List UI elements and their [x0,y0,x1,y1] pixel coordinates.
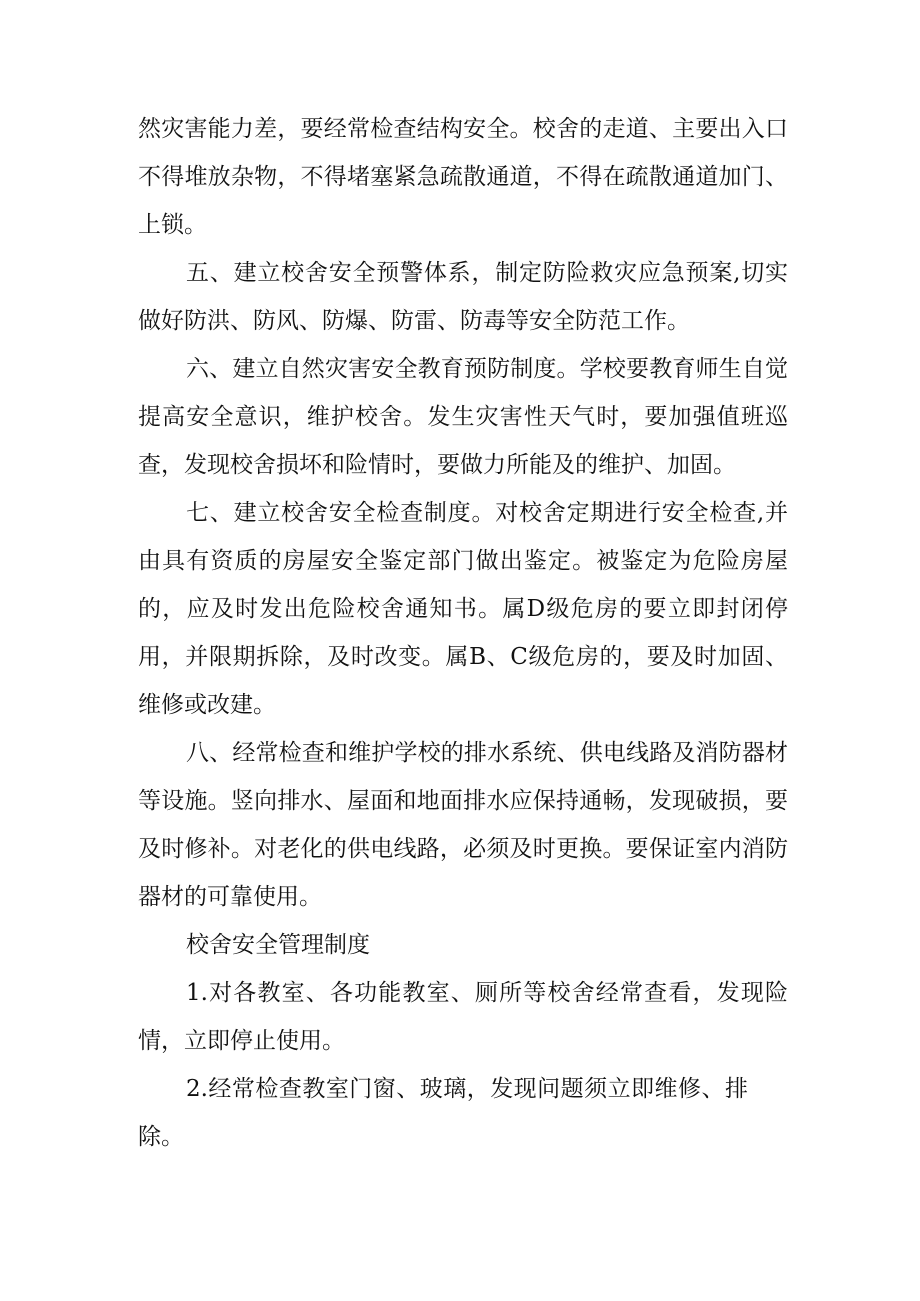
rule-item-1: 1.对各教室、各功能教室、厕所等校舍经常查看，发现险情，立即停止使用。 [138,980,788,1054]
paragraph-item-6: 六、建立自然灾害安全教育预防制度。学校要教育师生自觉提高安全意识，维护校舍。发生灾害性天气时，要加强值班巡查，发现校舍损坏和险情时，要做力所能及的维护、加固。 [138,356,788,478]
paragraph-item-8: 八、经常检查和维护学校的排水系统、供电线路及消防器材等设施。竖向排水、屋面和地面排水应保持通畅，发现破损，要及时修补。对老化的供电线路，必须及时更换。要保证室内消防器材的可靠使用。 [138,740,788,910]
paragraph-item-7: 七、建立校舍安全检查制度。对校舍定期进行安全检查,并由具有资质的房屋安全鉴定部门做出鉴定。被鉴定为危险房屋的，应及时发出危险校舍通知书。属D级危房的要立即封闭停用，并限期拆除，及时改变。属B、C级危房的，要及时加固、维修或改建。 [138,500,788,718]
paragraph-continued: 然灾害能力差，要经常检查结构安全。校舍的走道、主要出入口不得堆放杂物，不得堵塞紧急疏散通道，不得在疏散通道加门、上锁。 [138,116,788,238]
document-body [138,105,788,1161]
paragraph-item-5: 五、建立校舍安全预警体系，制定防险救灾应急预案,切实做好防洪、防风、防爆、防雷、防毒等安全防范工作。 [138,260,788,334]
section-title: 校舍安全管理制度 [186,932,370,958]
rule-item-2: 2.经常检查教室门窗、玻璃，发现问题须立即维修、排除。 [138,1076,748,1150]
